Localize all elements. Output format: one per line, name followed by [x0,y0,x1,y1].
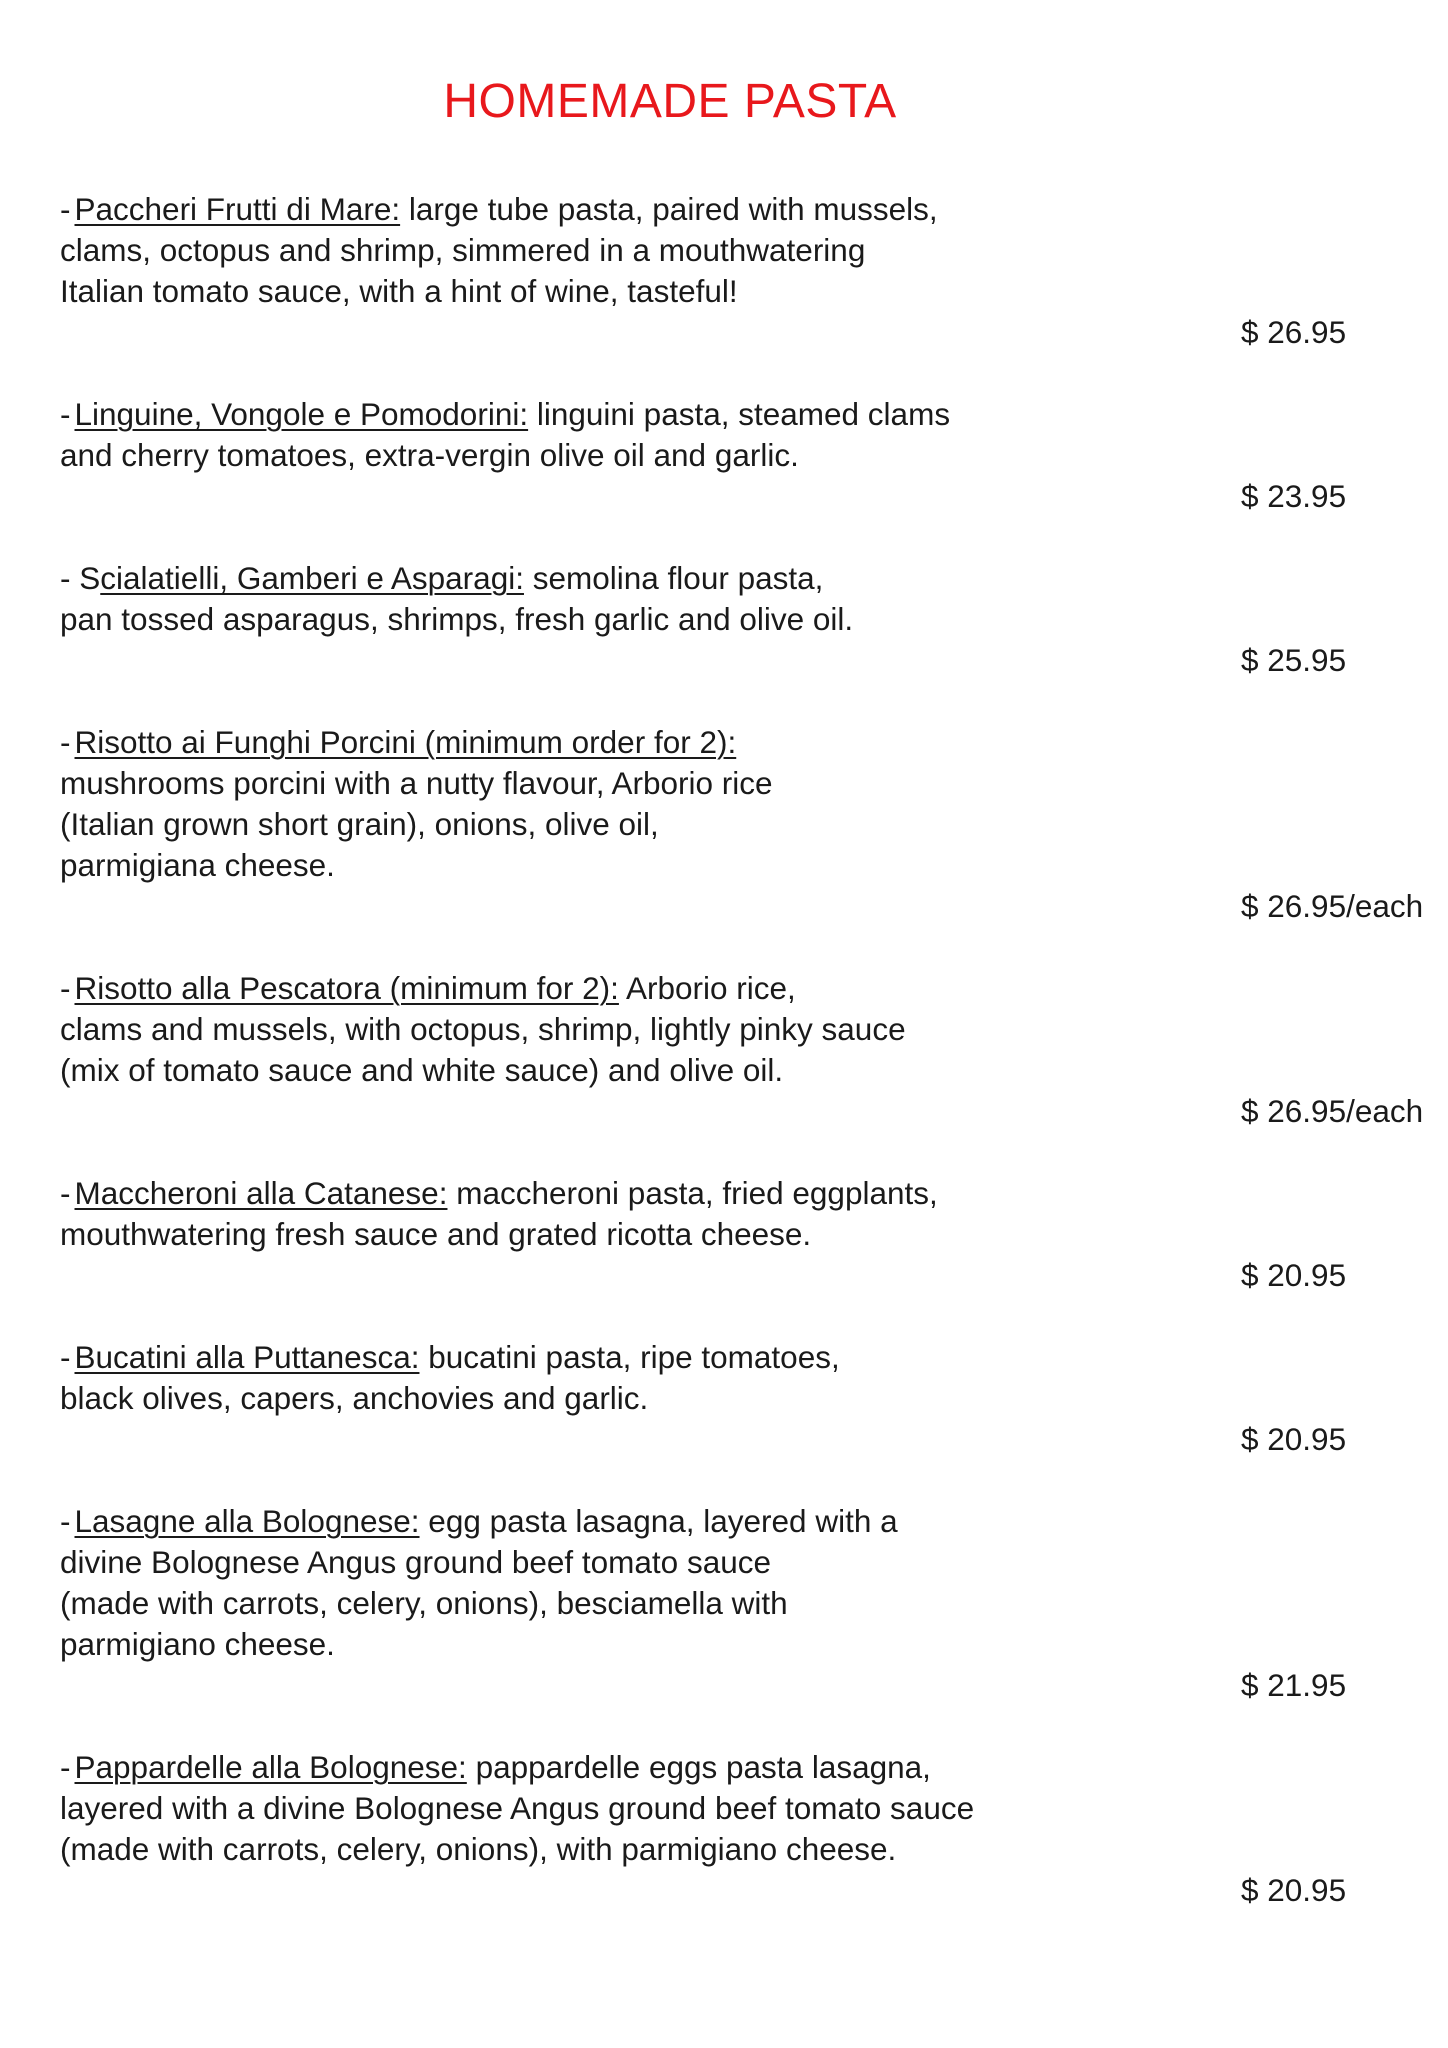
item-description-block [60,722,1140,886]
menu-item-lasagne [60,1501,1430,1703]
item-name: Pappardelle alla Bolognese: [74,1749,467,1785]
item-name: cialatielli, Gamberi e Asparagi: [100,560,524,596]
item-price: $ 20.95 [1241,1257,1347,1293]
item-description-block [60,1173,1140,1255]
item-description: semolina flour pasta, pan tossed asparagus, shrimps, fresh garlic and olive oil. [60,560,854,637]
menu-item-scialatielli [60,558,1430,678]
item-description-block [60,1501,1140,1665]
item-dash: - [60,1175,71,1211]
menu-item-risotto-pescatora [60,968,1430,1129]
item-description-block [60,394,1140,476]
item-name: Maccheroni alla Catanese: [74,1175,448,1211]
item-name: Risotto ai Funghi Porcini (minimum order for 2): [74,724,737,760]
item-description: maccheroni pasta, fried eggplants, mouthwatering fresh sauce and grated ricotta cheese. [60,1175,938,1252]
item-dash: - [60,724,71,760]
page-title: HOMEMADE PASTA [443,75,897,128]
menu-item-pappardelle [60,1747,1430,1908]
item-description-block [60,558,1140,640]
item-description-block [60,1747,1140,1870]
item-description: mushrooms porcini with a nutty flavour, Arborio rice (Italian grown short grain), onions, olive oil, parmigiana cheese. [60,765,773,883]
item-price: $ 26.95/each [1241,1093,1424,1129]
item-description-block [60,189,1140,312]
item-description: egg pasta lasagna, layered with a divine Bolognese Angus ground beef tomato sauce (made with carrots, celery, onions), besciamella with parmigiano cheese. [60,1503,898,1662]
item-name: Paccheri Frutti di Mare: [74,191,401,227]
item-price: $ 26.95 [1241,314,1347,350]
menu-item-maccheroni [60,1173,1430,1293]
item-price: $ 20.95 [1241,1872,1347,1908]
item-name: Lasagne alla Bolognese: [74,1503,420,1539]
item-name: Risotto alla Pescatora (minimum for 2): [74,970,619,1006]
item-dash: - S [60,560,101,596]
item-name: Bucatini alla Puttanesca: [74,1339,420,1375]
item-description: bucatini pasta, ripe tomatoes, black olives, capers, anchovies and garlic. [60,1339,840,1416]
item-name: Linguine, Vongole e Pomodorini: [74,396,529,432]
item-dash: - [60,1503,71,1539]
item-description: Arborio rice, clams and mussels, with octopus, shrimp, lightly pinky sauce (mix of tomato sauce and white sauce) and olive oil. [60,970,906,1088]
item-dash: - [60,191,71,227]
item-price: $ 26.95/each [1241,888,1424,924]
menu-item-paccheri [60,189,1430,350]
item-description-block [60,1337,1140,1419]
menu-item-risotto-porcini [60,722,1430,924]
item-dash: - [60,396,71,432]
menu-item-linguine [60,394,1430,514]
item-dash: - [60,970,71,1006]
item-price: $ 21.95 [1241,1667,1347,1703]
item-dash: - [60,1339,71,1375]
item-description: large tube pasta, paired with mussels, clams, octopus and shrimp, simmered in a mouthwatering Italian tomato sauce, with a hint of wine, tasteful! [60,191,938,309]
item-price: $ 25.95 [1241,642,1347,678]
item-description-block [60,968,1140,1091]
item-description: linguini pasta, steamed clams and cherry tomatoes, extra-vergin olive oil and garlic. [60,396,951,473]
item-description: pappardelle eggs pasta lasagna, layered with a divine Bolognese Angus ground beef tomato sauce (made with carrots, celery, onions), with parmigiano cheese. [60,1749,975,1867]
item-dash: - [60,1749,71,1785]
item-price: $ 23.95 [1241,478,1347,514]
item-price: $ 20.95 [1241,1421,1347,1457]
menu-item-bucatini [60,1337,1430,1457]
